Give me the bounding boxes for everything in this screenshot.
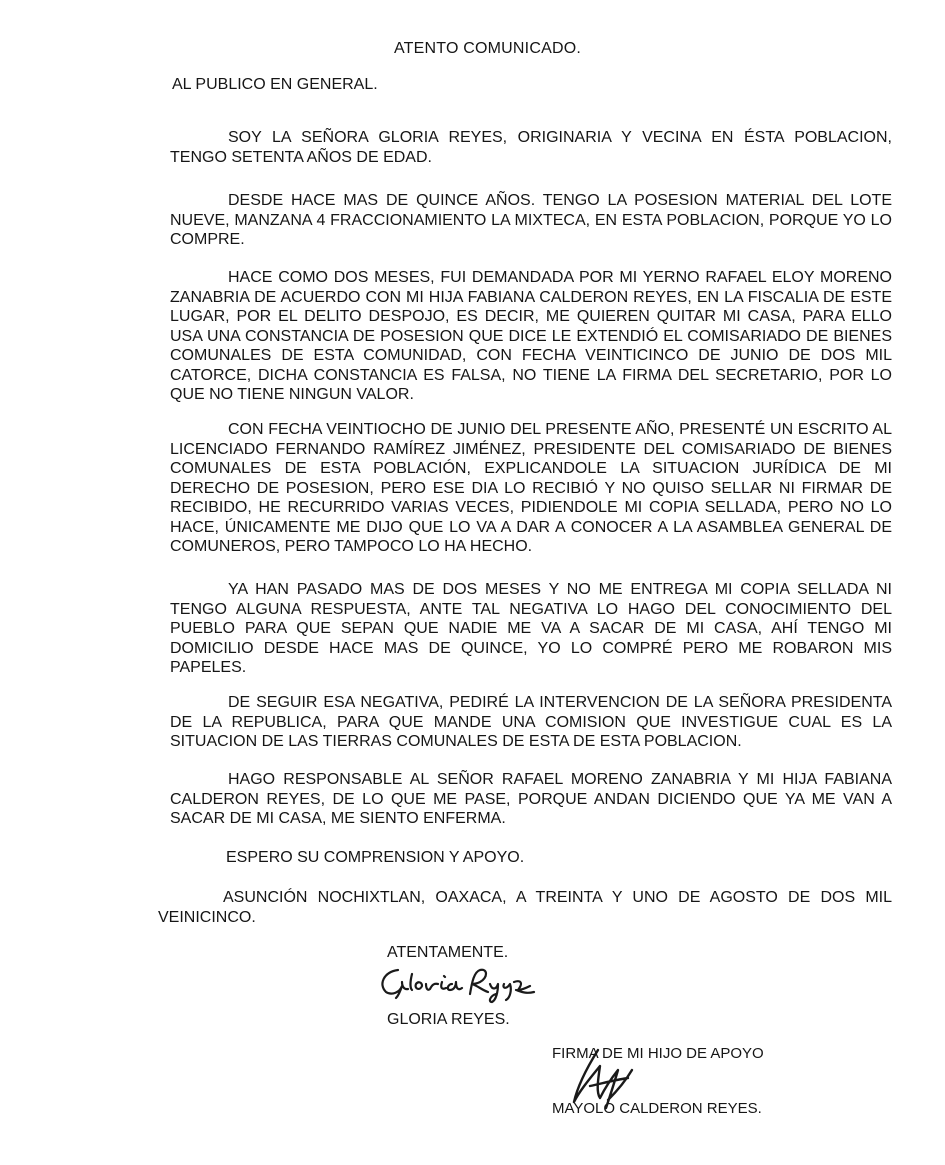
paragraph-5: YA HAN PASADO MAS DE DOS MESES Y NO ME ENTREGA MI COPIA SELLADA NI TENGO ALGUNA RESPUESTA, ANTE TAL NEGATIVA LO HAGO DEL CONOCIMIENTO DEL PUEBLO PARA QUE SEPAN QUE NADIE ME VA A SACAR DE MI CASA, AHÍ TENGO MI DOMICILIO DESDE HACE MAS DE QUINCE, YO LO COMPRÉ PERO ME ROBARON MIS PAPELES.: [170, 581, 892, 676]
paragraph-3: HACE COMO DOS MESES, FUI DEMANDADA POR MI YERNO RAFAEL ELOY MORENO ZANABRIA DE ACUERDO CON MI HIJA FABIANA CALDERON REYES, EN LA FISCALIA DE ESTE LUGAR, POR EL DELITO DESPOJO, ES DECIR, ME QUIEREN QUITAR MI CASA, PARA ELLO USA UNA CONSTANCIA DE POSESION QUE DICE LE EXTENDIÓ EL COMISARIADO DE BIENES COMUNALES DE ESTA COMUNIDAD, CON FECHA VEINTICINCO DE JUNIO DE DOS MIL CATORCE, DICHA CONSTANCIA ES FALSA, NO TIENE LA FIRMA DEL SECRETARIO, POR LO QUE NO TIENE NINGUN VALOR.: [170, 269, 892, 403]
witness-caption: FIRMA DE MI HIJO DE APOYO: [552, 1045, 764, 1062]
paragraph-7: HAGO RESPONSABLE AL SEÑOR RAFAEL MORENO ZANABRIA Y MI HIJA FABIANA CALDERON REYES, DE LO QUE ME PASE, PORQUE ANDAN DICIENDO QUE YA ME VAN A SACAR DE MI CASA, ME SIENTO ENFERMA.: [170, 771, 892, 827]
signoff: ATENTAMENTE.: [387, 944, 509, 961]
place-and-date: ASUNCIÓN NOCHIXTLAN, OAXACA, A TREINTA Y UNO DE AGOSTO DE DOS MIL VEINICINCO.: [158, 889, 892, 926]
witness-name: MAYOLO CALDERON REYES.: [552, 1100, 762, 1117]
paragraph-6: DE SEGUIR ESA NEGATIVA, PEDIRÉ LA INTERVENCION DE LA SEÑORA PRESIDENTA DE LA REPUBLICA, PARA QUE MANDE UNA COMISION QUE INVESTIGUE CUAL ES LA SITUACION DE LAS TIERRAS COMUNALES DE ESTA DE ESTA POBLACION.: [170, 694, 892, 750]
paragraph-1: SOY LA SEÑORA GLORIA REYES, ORIGINARIA Y VECINA EN ÉSTA POBLACION, TENGO SETENTA AÑOS DE EDAD.: [170, 129, 892, 166]
paragraph-4: CON FECHA VEINTIOCHO DE JUNIO DEL PRESENTE AÑO, PRESENTÉ UN ESCRITO AL LICENCIADO FERNANDO RAMÍREZ JIMÉNEZ, PRESIDENTE DEL COMISARIADO DE BIENES COMUNALES DE ESTA POBLACIÓN, EXPLICANDOLE LA SITUACION JURÍDICA DE MI DERECHO DE POSESION, PERO ESE DIA LO RECIBIÓ Y NO QUISO SELLAR NI FIRMAR DE RECIBIDO, HE RECURRIDO VARIAS VECES, PIDIENDOLE MI COPIA SELLADA, PERO NO LO HACE, ÚNICAMENTE ME DIJO QUE LO VA A DAR A CONOCER A LA ASAMBLEA GENERAL DE COMUNEROS, PERO TAMPOCO LO HA HECHO.: [170, 421, 892, 555]
signer-name: GLORIA REYES.: [387, 1011, 510, 1028]
closing-request: ESPERO SU COMPRENSION Y APOYO.: [226, 849, 525, 866]
document-title: ATENTO COMUNICADO.: [393, 40, 581, 57]
paragraph-2: DESDE HACE MAS DE QUINCE AÑOS. TENGO LA POSESION MATERIAL DEL LOTE NUEVE, MANZANA 4 FRACCIONAMIENTO LA MIXTECA, EN ESTA POBLACION, PORQUE YO LO COMPRE.: [170, 192, 892, 248]
salutation: AL PUBLICO EN GENERAL.: [172, 76, 378, 93]
signature-gloria-reyes: [376, 962, 546, 1004]
